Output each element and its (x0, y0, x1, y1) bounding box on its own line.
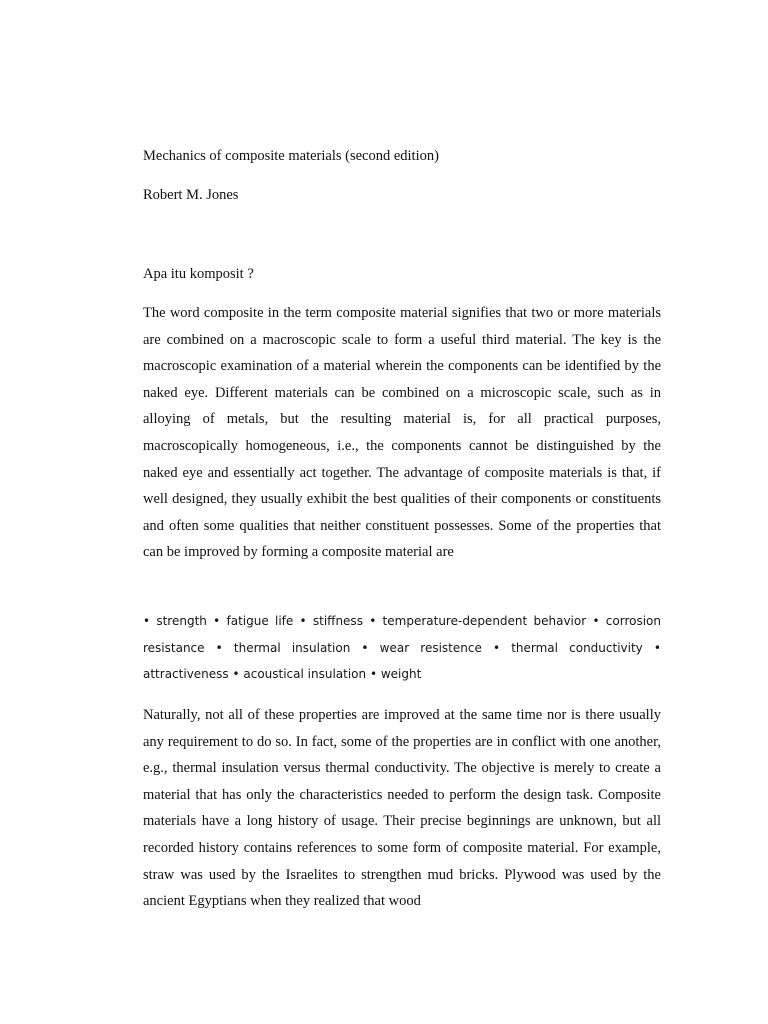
document-title: Mechanics of composite materials (second edition) (143, 148, 439, 164)
document-author: Robert M. Jones (143, 187, 239, 203)
section-heading: Apa itu komposit ? (143, 266, 254, 282)
paragraph-1: The word composite in the term composite material signifies that two or more materials are combined on a macroscopic scale to form a useful third material. The key is the macroscopic examination of a material wherein the components can be identified by the naked eye. Different materials can be combined on a microscopic scale, such as in alloying of metals, but the resulting material is, for all practical purposes, macroscopically homogeneous, i.e., the components cannot be distinguished by the naked eye and essentially act together. The advantage of composite materials is that, if well designed, they usually exhibit the best qualities of their components or constituents and often some qualities that neither constituent possesses. Some of the properties that can be improved by forming a composite material are (143, 305, 661, 561)
paragraph-2: Naturally, not all of these properties are improved at the same time nor is there usually any requirement to do so. In fact, some of the properties are in conflict with one another, e.g., thermal insulation versus thermal conductivity. The objective is merely to create a material that has only the characteristics needed to perform the design task. Composite materials have a long history of usage. Their precise beginnings are unknown, but all recorded history contains references to some form of composite material. For example, straw was used by the Israelites to strengthen mud bricks. Plywood was used by the ancient Egyptians when they realized that wood (143, 707, 661, 910)
properties-list: • strength • fatigue life • stiffness • temperature-dependent behavior • corrosion resistance • thermal insulation • wear resistence • thermal conductivity • attractiveness • acoustical insulation • weight (143, 614, 661, 682)
